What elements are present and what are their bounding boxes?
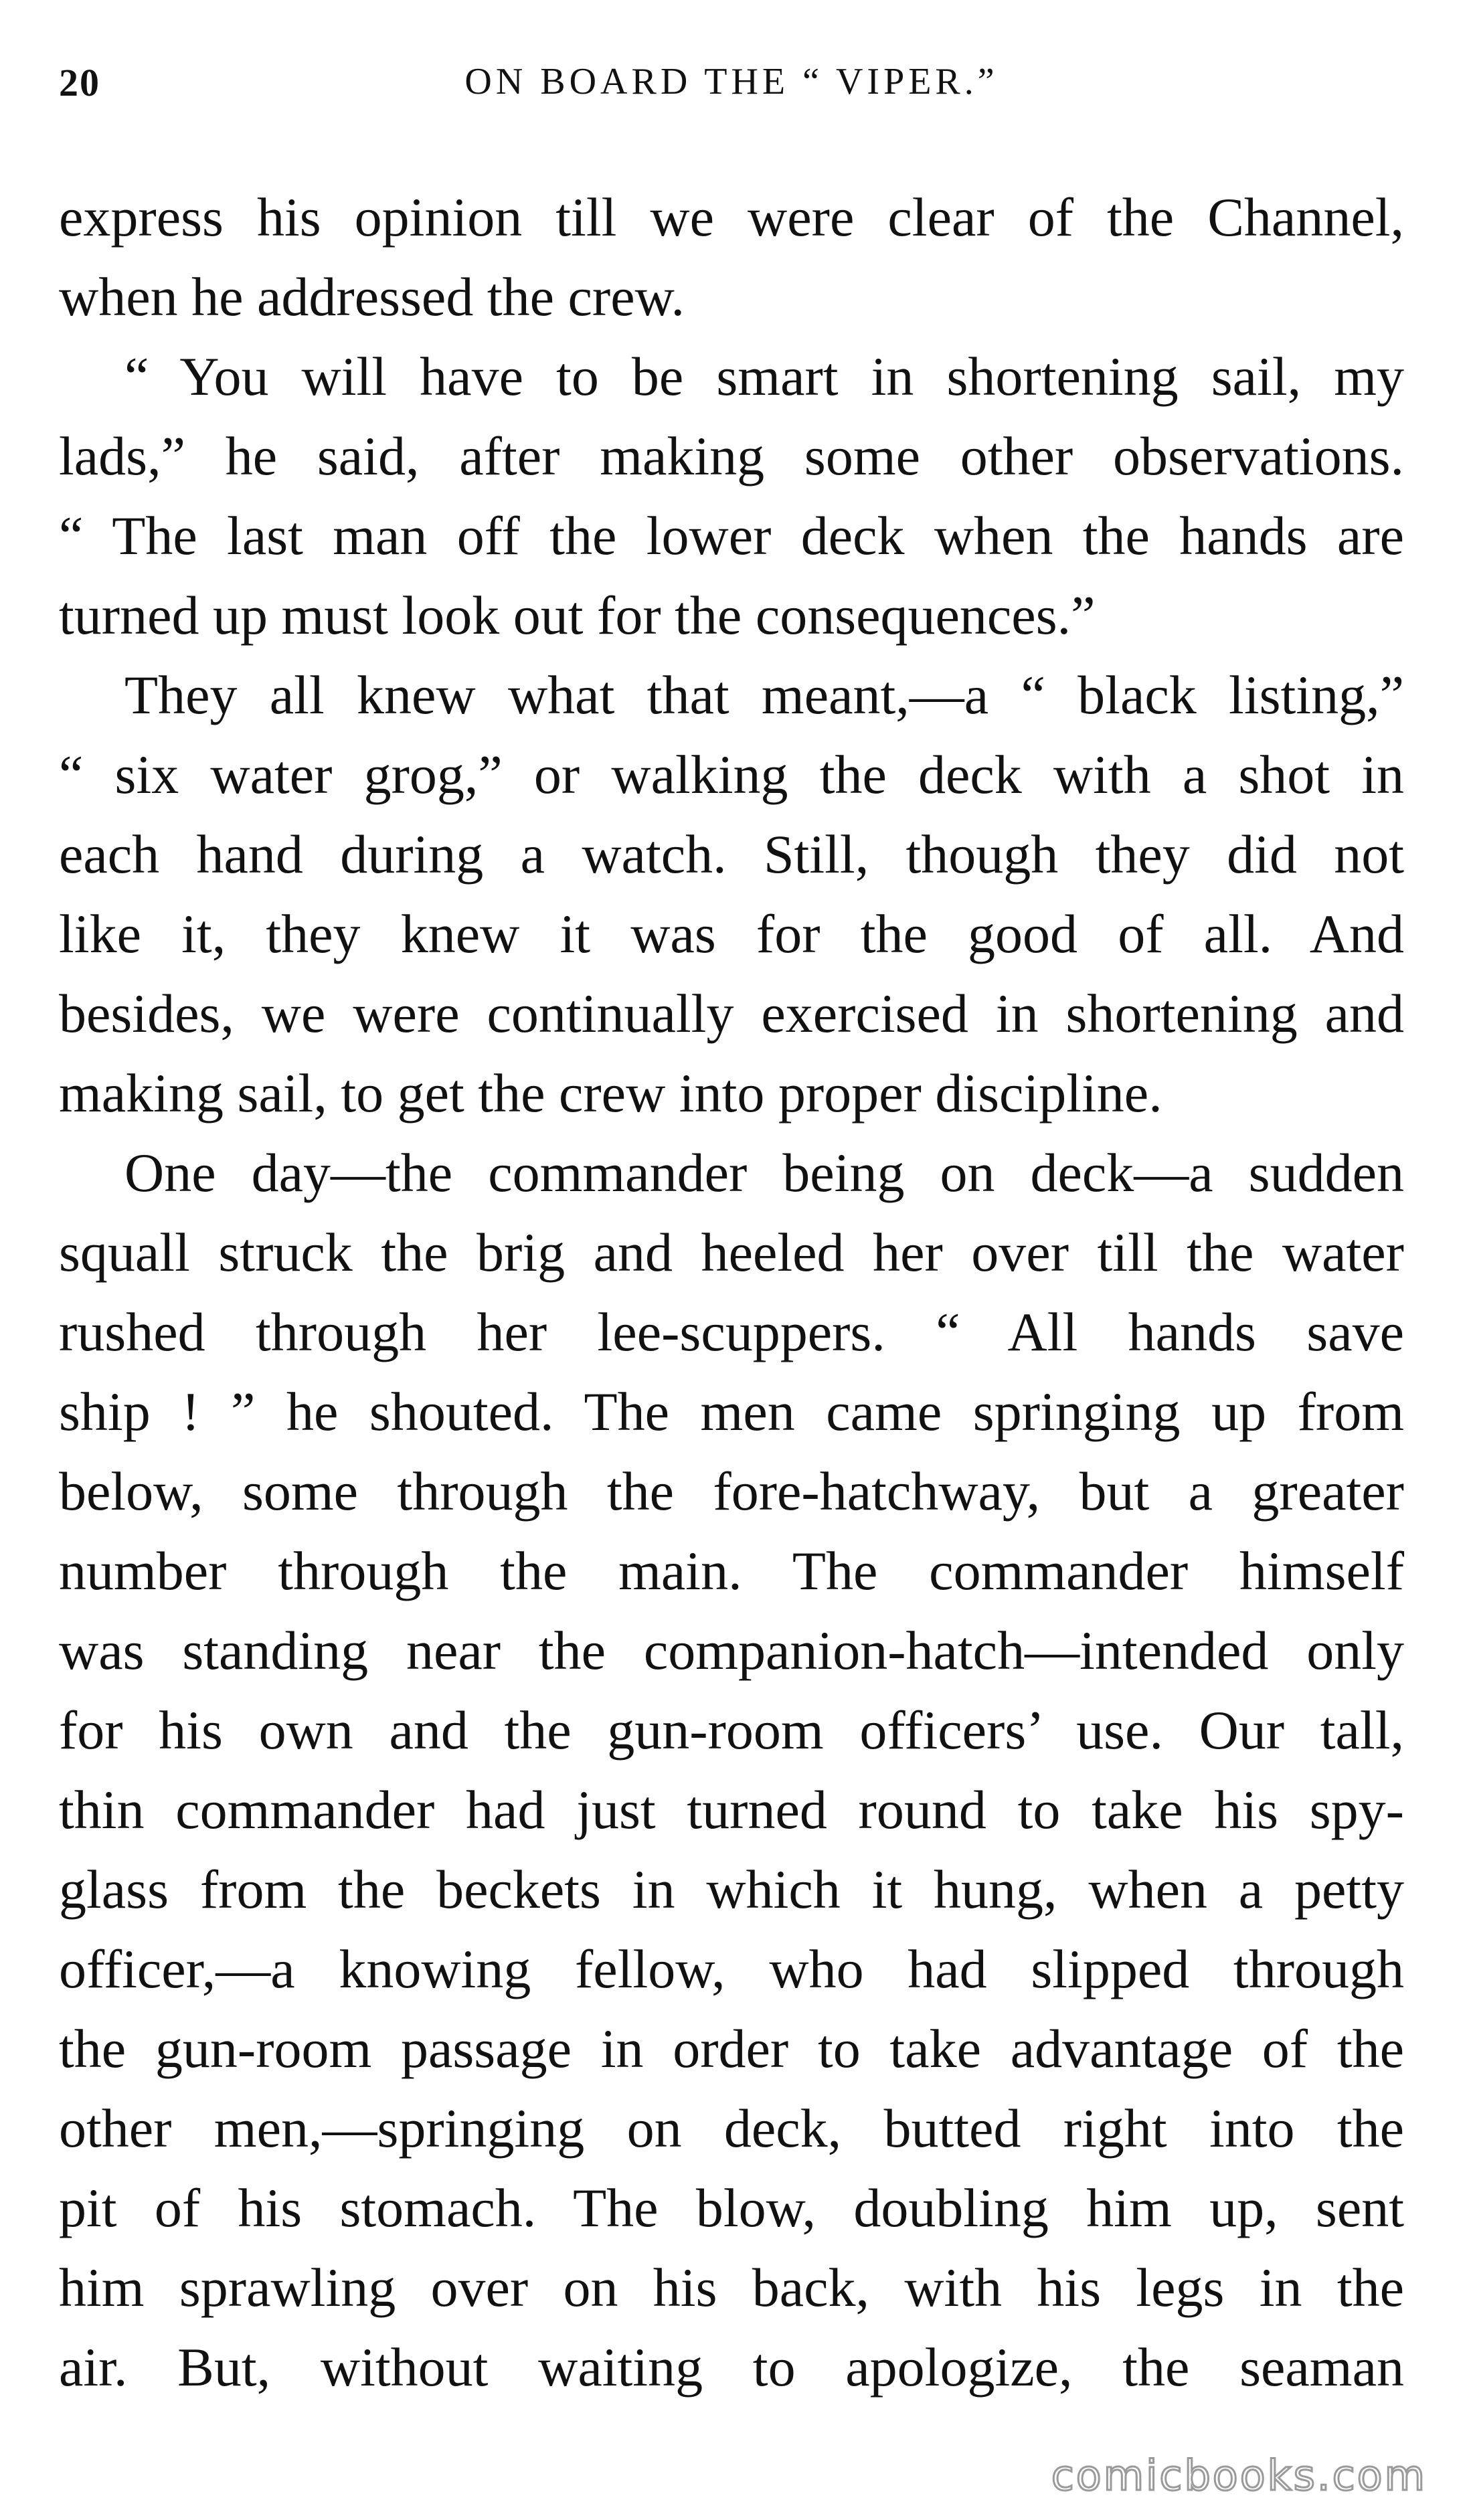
page-number: 20 (59, 61, 100, 104)
text-line: besides, we were continually exercised in shortening and (59, 983, 1404, 1044)
text-line: was standing near the companion-hatch—intended only (59, 1620, 1404, 1681)
text-line: making sail, to get the crew into proper discipline. (59, 1063, 1162, 1123)
text-line: below, some through the fore-hatchway, but a greater (59, 1461, 1404, 1522)
text-line: turned up must look out for the consequences.” (59, 585, 1096, 646)
text-line: the gun-room passage in order to take advantage of the (59, 2018, 1404, 2079)
text-line: One day—the commander being on deck—a sudden (124, 1142, 1404, 1203)
text-line: for his own and the gun-room officers’ use. Our tall, (59, 1700, 1404, 1761)
text-line: each hand during a watch. Still, though they did not (59, 824, 1404, 885)
text-line: when he addressed the crew. (59, 266, 685, 327)
text-line: “ six water grog,” or walking the deck with a shot in (59, 744, 1404, 805)
text-line: lads,” he said, after making some other observations. (59, 426, 1404, 486)
running-title: ON BOARD THE “ VIPER.” (464, 61, 999, 102)
body-text (59, 177, 1404, 2407)
text-line: glass from the beckets in which it hung, when a petty (59, 1859, 1404, 1920)
text-line: like it, they knew it was for the good of all. And (59, 903, 1404, 964)
text-line: thin commander had just turned round to take his spy- (59, 1779, 1404, 1840)
text-line: number through the main. The commander himself (59, 1540, 1404, 1601)
page-header (59, 60, 1404, 120)
text-line: officer,—a knowing fellow, who had slipped through (59, 1939, 1404, 1999)
text-line: pit of his stomach. The blow, doubling him up, sent (59, 2177, 1404, 2238)
text-line: “ The last man off the lower deck when the hands are (59, 505, 1404, 566)
text-line: They all knew what that meant,—a “ black listing,” (124, 664, 1404, 725)
text-line: rushed through her lee-scuppers. “ All hands save (59, 1301, 1404, 1362)
text-line: ship ! ” he shouted. The men came springing up from (59, 1381, 1404, 1442)
text-line: express his opinion till we were clear of the Channel, (59, 187, 1404, 248)
text-line: air. But, without waiting to apologize, the seaman (59, 2337, 1404, 2398)
text-line: squall struck the brig and heeled her over till the water (59, 1222, 1404, 1283)
text-line: “ You will have to be smart in shortening sail, my (124, 346, 1404, 407)
watermark: comicbooks.com (1051, 2451, 1427, 2500)
text-line: him sprawling over on his back, with his legs in the (59, 2257, 1404, 2318)
text-line: other men,—springing on deck, butted right into the (59, 2098, 1404, 2159)
